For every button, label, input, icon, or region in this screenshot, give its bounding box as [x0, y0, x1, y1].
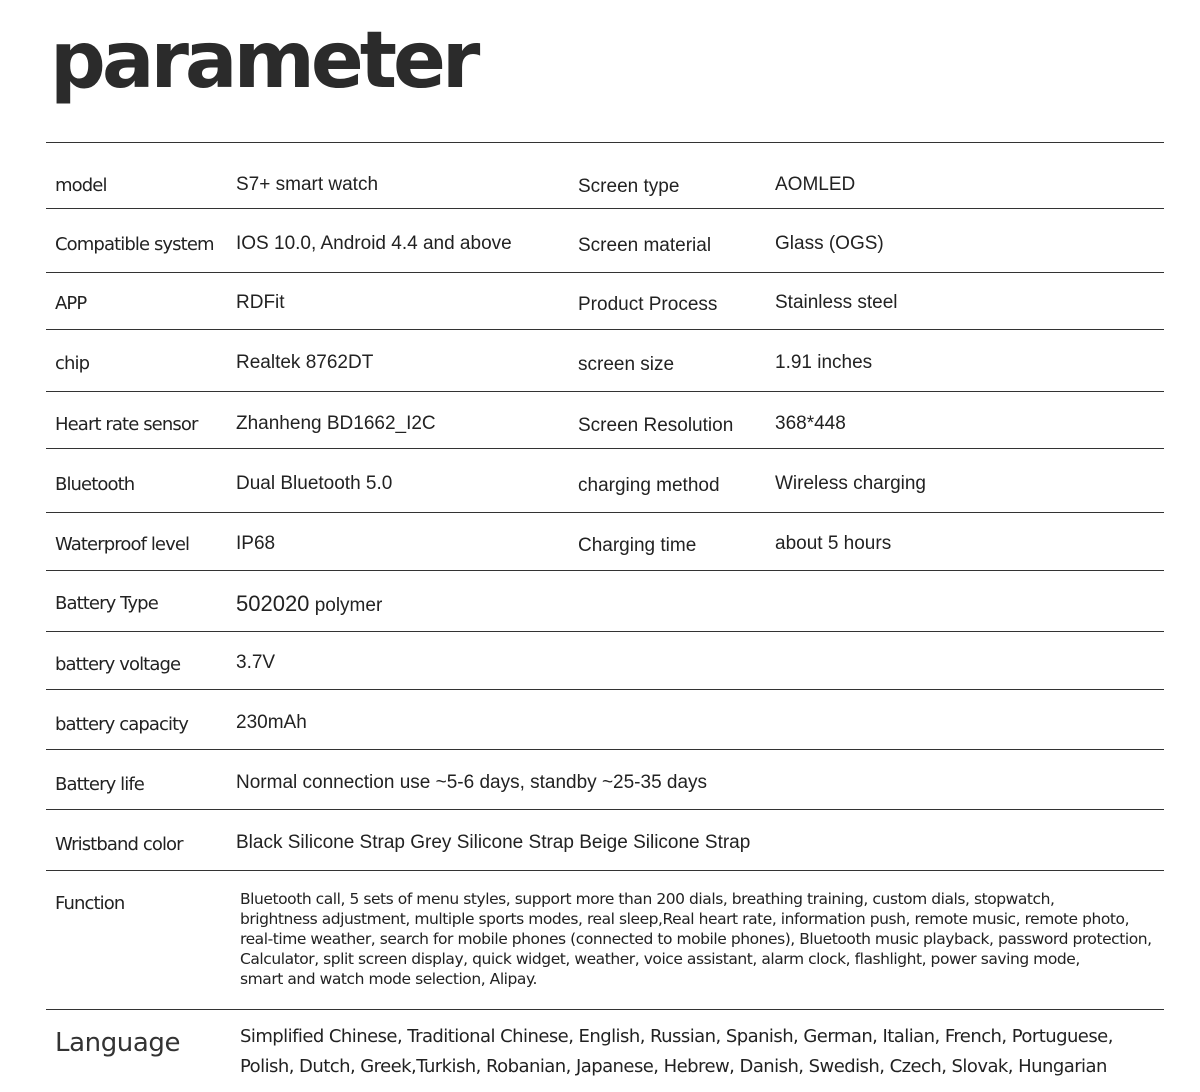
language-list [240, 1022, 1113, 1082]
table-row-battery-type [46, 571, 1164, 632]
row-value-2: Glass (OGS) [775, 233, 884, 254]
row-label: Heart rate sensor [55, 414, 198, 435]
language-line: Simplified Chinese, Traditional Chinese, English, Russian, Spanish, German, Italian, French, Portuguese, [240, 1026, 1113, 1047]
row-value: Black Silicone Strap Grey Silicone Strap Beige Silicone Strap [236, 832, 751, 853]
table-row-battery-life [46, 750, 1164, 810]
table-row-language [46, 1010, 1164, 1090]
table-row-waterproof-level [46, 513, 1164, 571]
row-label: Waterproof level [55, 534, 190, 555]
row-value: Zhanheng BD1662_I2C [236, 413, 436, 434]
table-row-heart-rate-sensor [46, 392, 1164, 449]
function-line: Calculator, split screen display, quick widget, weather, voice assistant, alarm clock, flashlight, power saving mode, [240, 950, 1080, 968]
function-line: real-time weather, search for mobile phones (connected to mobile phones), Bluetooth music playback, password protection, [240, 930, 1152, 948]
row-value: Realtek 8762DT [236, 352, 374, 373]
table-row-app [46, 273, 1164, 330]
row-label: Battery Type [55, 593, 158, 614]
row-value: IOS 10.0, Android 4.4 and above [236, 233, 512, 254]
row-label-2: Product Process [578, 294, 718, 315]
row-label: APP [55, 293, 87, 314]
table-row-battery-capacity [46, 690, 1164, 750]
row-label: Wristband color [55, 834, 183, 855]
row-value: Normal connection use ~5-6 days, standby ~25-35 days [236, 772, 708, 793]
row-value-2: AOMLED [775, 174, 856, 195]
row-label: Compatible system [55, 234, 214, 255]
row-value: IP68 [236, 533, 276, 554]
table-row-bluetooth [46, 449, 1164, 513]
language-line: Polish, Dutch, Greek,Turkish, Robanian, Japanese, Hebrew, Danish, Swedish, Czech, Slovak, Hungarian [240, 1056, 1107, 1077]
function-line: smart and watch mode selection, Alipay. [240, 970, 537, 988]
row-label-2: charging method [578, 475, 720, 496]
battery-type-suffix: polymer [314, 595, 383, 616]
row-label-2: Screen Resolution [578, 415, 734, 436]
row-value [236, 591, 382, 617]
table-row-model [46, 143, 1164, 209]
row-label-2: Charging time [578, 535, 697, 556]
row-value: 3.7V [236, 652, 276, 673]
parameter-table [46, 142, 1164, 1090]
table-row-battery-voltage [46, 632, 1164, 690]
page-title: parameter [50, 16, 477, 106]
row-label: Function [55, 893, 125, 914]
row-label: Language [55, 1028, 181, 1058]
row-value-2: 368*448 [775, 413, 846, 434]
row-value: RDFit [236, 292, 285, 313]
row-value-2: 1.91 inches [775, 352, 873, 373]
table-row-compatible-system [46, 209, 1164, 273]
table-row-wristband-color [46, 810, 1164, 871]
row-label-2: Screen type [578, 176, 680, 197]
table-row-chip [46, 330, 1164, 392]
row-label: Bluetooth [55, 474, 135, 495]
row-value-2: Stainless steel [775, 292, 898, 313]
row-label-2: screen size [578, 354, 675, 375]
row-label: model [55, 175, 107, 196]
function-line: brightness adjustment, multiple sports modes, real sleep,Real heart rate, information push, remote music, remote photo, [240, 910, 1130, 928]
row-label: battery voltage [55, 654, 181, 675]
row-value: Dual Bluetooth 5.0 [236, 473, 393, 494]
row-value-2: about 5 hours [775, 533, 892, 554]
table-row-function [46, 871, 1164, 1010]
row-value-2: Wireless charging [775, 473, 926, 494]
row-value: S7+ smart watch [236, 174, 379, 195]
row-label-2: Screen material [578, 235, 712, 256]
function-description [240, 889, 1170, 989]
row-value: 230mAh [236, 712, 307, 733]
row-label: battery capacity [55, 714, 189, 735]
battery-type-number: 502020 [236, 591, 310, 616]
row-label: Battery life [55, 774, 144, 795]
function-line: Bluetooth call, 5 sets of menu styles, support more than 200 dials, breathing training, custom dials, stopwatch, [240, 890, 1055, 908]
row-label: chip [55, 353, 90, 374]
